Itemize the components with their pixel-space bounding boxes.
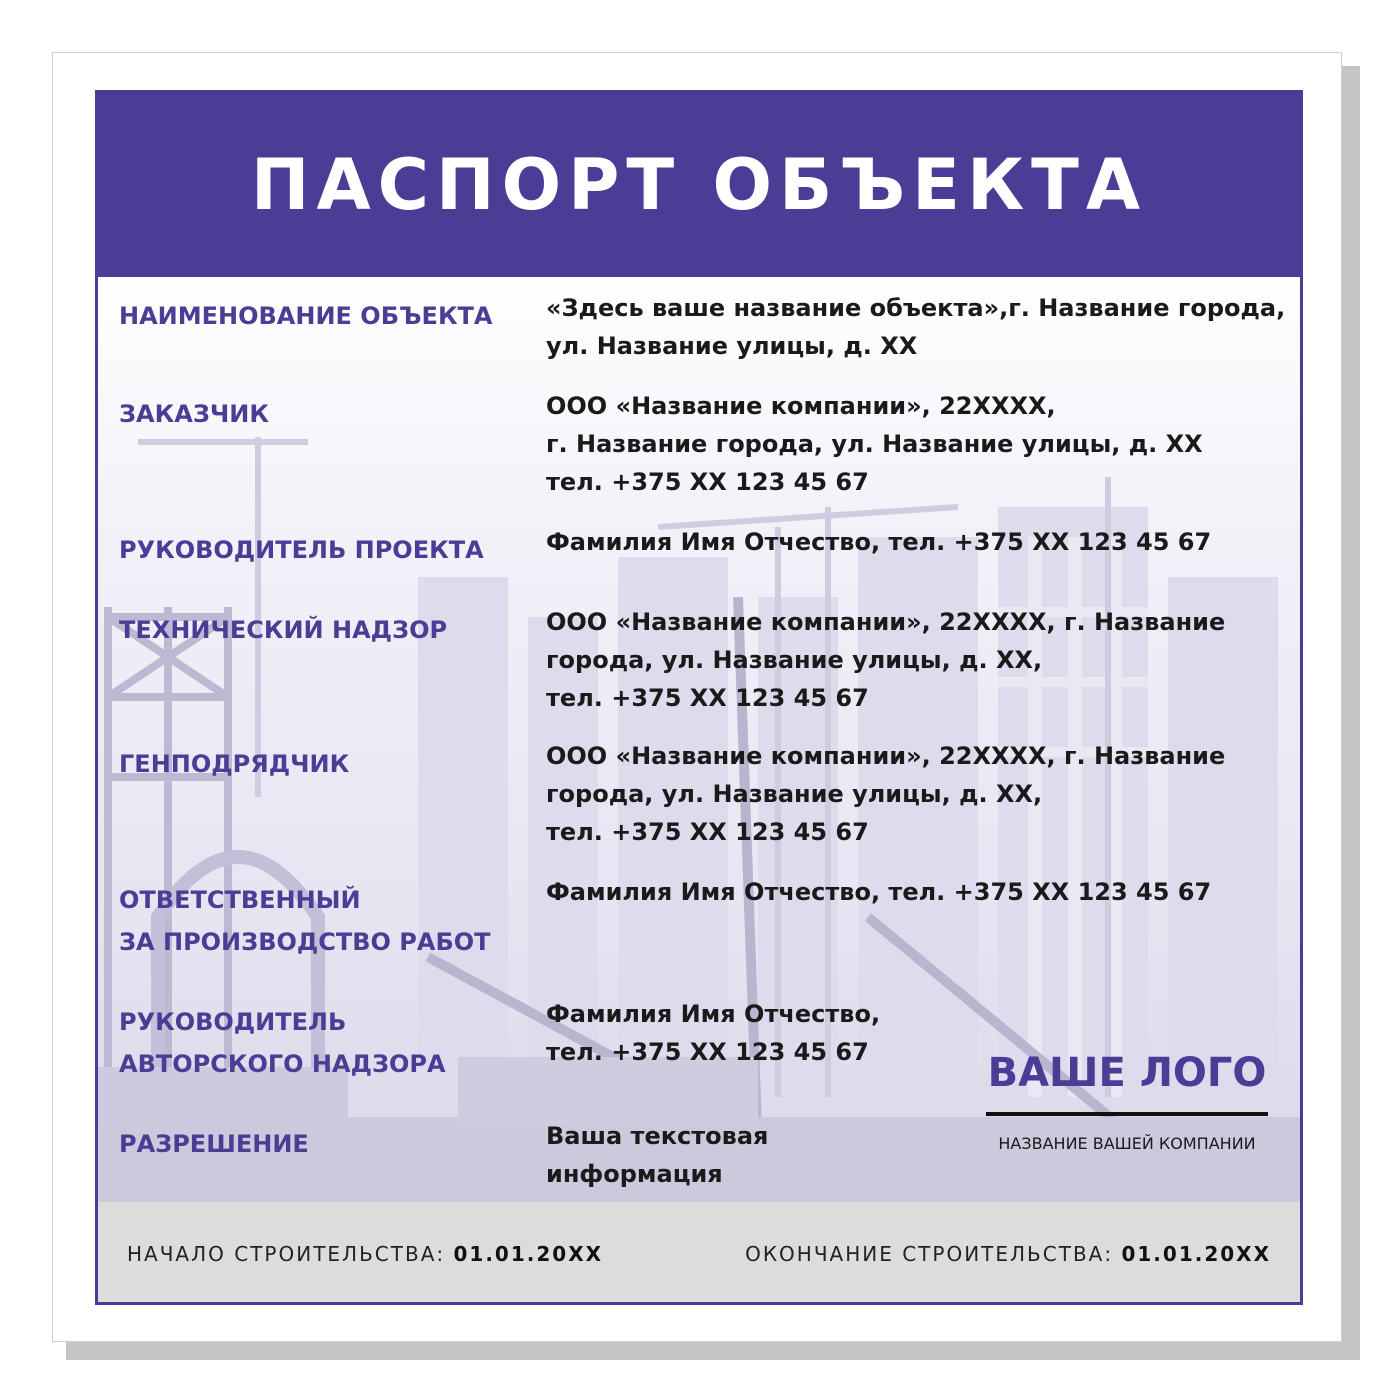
row-label: ЗАКАЗЧИК	[119, 400, 269, 428]
footer-dates	[98, 1202, 1300, 1305]
end-date: ОКОНЧАНИЕ СТРОИТЕЛЬСТВА: 01.01.20ХХ	[745, 1241, 1271, 1266]
row-label: НАИМЕНОВАНИЕ ОБЪЕКТА	[119, 302, 493, 330]
start-date: НАЧАЛО СТРОИТЕЛЬСТВА: 01.01.20ХХ	[127, 1241, 604, 1266]
logo-title: ВАШЕ ЛОГО	[987, 1050, 1267, 1096]
row-value: Фамилия Имя Отчество, тел. +375 ХХ 123 45 67	[546, 878, 1212, 906]
logo-divider	[986, 1112, 1268, 1116]
row-value: ООО «Название компании», 22ХХХХ, г. Название города, ул. Название улицы, д. ХХ, тел. +375 ХХ 123 45 67	[546, 608, 1226, 712]
passport-sign	[95, 90, 1303, 1305]
row-value: ООО «Название компании», 22ХХХХ, г. Название города, ул. Название улицы, д. ХХ тел. +375 ХХ 123 45 67	[546, 392, 1203, 496]
row-value: Фамилия Имя Отчество, тел. +375 ХХ 123 45 67	[546, 1000, 881, 1066]
row-label: ОТВЕТСТВЕННЫЙ ЗА ПРОИЗВОДСТВО РАБОТ	[119, 886, 491, 956]
logo-company-name: НАЗВАНИЕ ВАШЕЙ КОМПАНИИ	[998, 1134, 1256, 1153]
row-value: Фамилия Имя Отчество, тел. +375 ХХ 123 45 67	[546, 528, 1212, 556]
row-value: «Здесь ваше название объекта»,г. Название города, ул. Название улицы, д. ХХ	[546, 294, 1286, 360]
row-value: ООО «Название компании», 22ХХХХ, г. Название города, ул. Название улицы, д. ХХ, тел. +375 ХХ 123 45 67	[546, 742, 1226, 846]
page-title: ПАСПОРТ ОБЪЕКТА	[250, 144, 1148, 226]
row-label: РУКОВОДИТЕЛЬ АВТОРСКОГО НАДЗОРА	[119, 1008, 446, 1078]
row-label: ТЕХНИЧЕСКИЙ НАДЗОР	[119, 616, 448, 644]
header-band	[98, 93, 1300, 277]
row-value: Ваша текстовая информация	[546, 1122, 769, 1188]
row-label: РАЗРЕШЕНИЕ	[119, 1130, 309, 1158]
row-label: ГЕНПОДРЯДЧИК	[119, 750, 350, 778]
row-label: РУКОВОДИТЕЛЬ ПРОЕКТА	[119, 536, 484, 564]
logo-block	[986, 1048, 1268, 1154]
